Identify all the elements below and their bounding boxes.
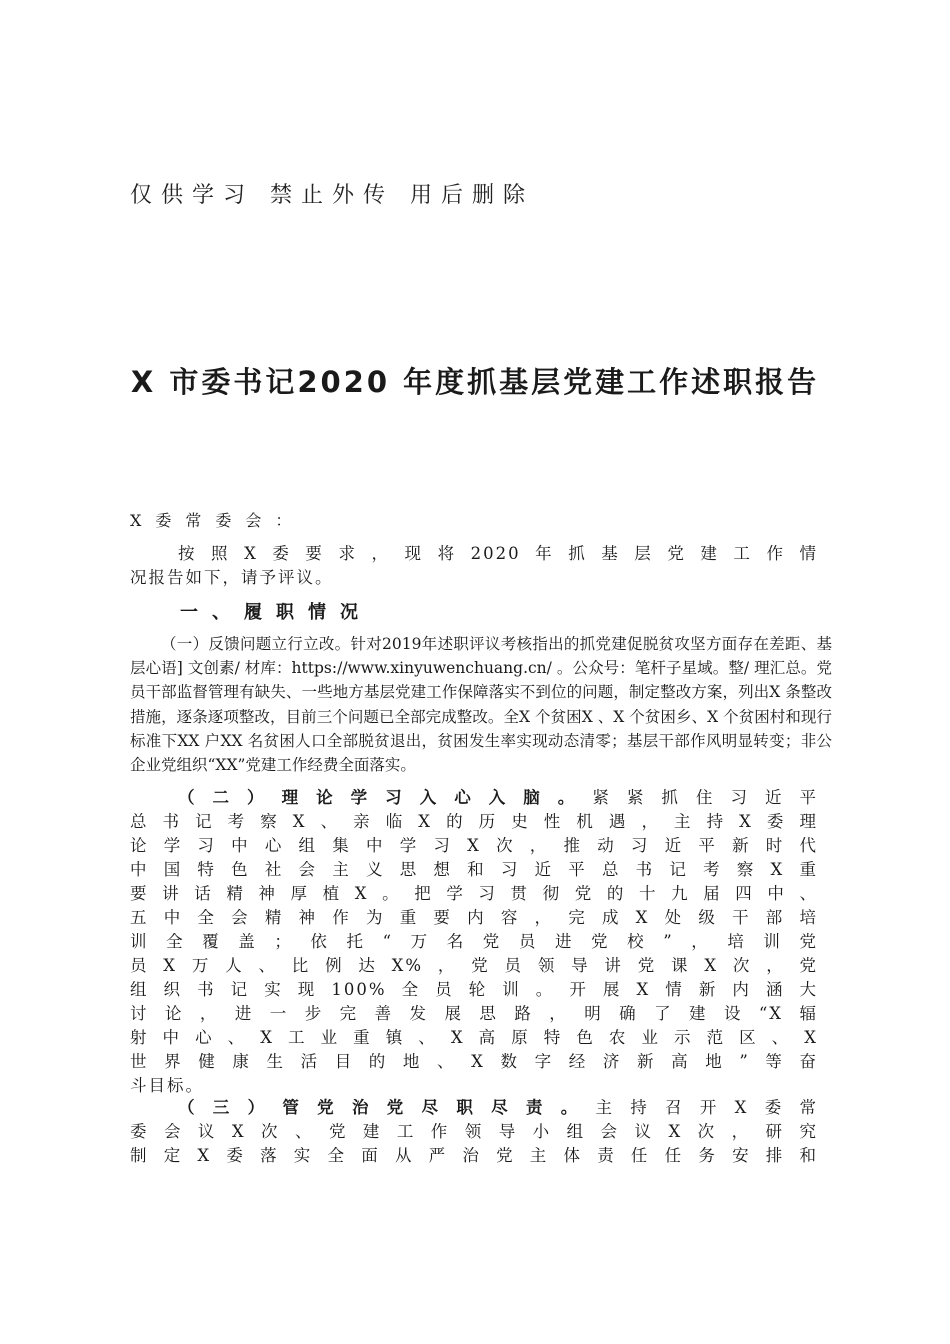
para2-line: 要讲话精神厚植X。把学习贯彻党的十九届四中、 [130,884,818,903]
para2-line: 五中全会精神作为重要内容，完成X处级干部培 [130,908,818,927]
para2-line: 世界健康生活目的地、X数字经济新高地”等奋 [130,1052,818,1071]
para2-line-1-text: 紧紧抓住习近平 [592,788,819,807]
para3-line: 委会议X次、党建工作领导小组会议X次，研究 [130,1122,818,1141]
para2-line: 中国特色社会主义思想和习近平总书记考察X重 [130,860,818,879]
paragraph-party-governance [130,1096,818,1168]
intro-line-2: 况报告如下，请予评议。 [130,568,334,587]
para2-lead: （二）理论学习入心入脑。 [178,788,593,807]
para3-lead: （三）管党治党尽职尽责。 [178,1098,596,1117]
para2-line: 总书记考察X、亲临X的历史性机遇，主持X委理 [130,812,818,831]
para3-line: 制定X委落实全面从严治党主体责任任务安排和 [130,1146,818,1165]
para2-line: 讨论，进一步完善发展思路，明确了建设“X辐 [130,1004,818,1023]
paragraph-rectification [130,632,832,777]
document-title: X 市委书记2020 年度抓基层党建工作述职报告 [130,365,820,399]
para2-line-1 [130,786,818,810]
para2-line: 员X万人、比例达X%，党员领导讲党课X次，党 [130,956,818,975]
intro-paragraph [130,542,818,590]
para2-line: 训全覆盖；依托“万名党员进党校”，培训党 [130,932,818,951]
salutation: X委常委会： [130,511,306,530]
para3-line-1 [130,1096,818,1120]
para3-line-1-text: 主持召开X委常 [595,1098,818,1117]
para2-line: 斗目标。 [130,1076,204,1095]
paragraph-rectification-text: （一）反馈问题立行立改。针对2019年述职评议考核指出的抓党建促脱贫攻坚方面存在差距、基层心语] 文创素/ 材库：https://www.xinyuwenchuang.cn/ 。公众号：笔杆子星域。整/ 理汇总。党员干部监督管理有缺失、一些地方基层党建工作保障落实不到位的问题，制定整改方案，列出X 条整改措施，逐条逐项整改，目前三个问题已全部完成整改。全X 个贫困X 、X 个贫困乡、X 个贫困村和现行标准下XX 户XX 名贫困人口全部脱贫退出，贫困发生率实现动态清零；基层干部作风明显转变；非公企业党组织“XX”党建工作经费全面落实。 [130,635,832,775]
paragraph-theory-study [130,786,818,1098]
intro-line-1: 按照X委要求，现将2020年抓基层党建工作情 [178,544,818,563]
section-heading-performance: 一、履职情况 [180,602,372,623]
para2-line: 组织书记实现100%全员轮训。开展X情新内涵大 [130,980,818,999]
confidential-notice: 仅供学习 禁止外传 用后删除 [130,183,534,208]
para2-line: 射中心、X工业重镇、X高原特色农业示范区、X [130,1028,818,1047]
para2-line: 论学习中心组集中学习X次，推动习近平新时代 [130,836,818,855]
